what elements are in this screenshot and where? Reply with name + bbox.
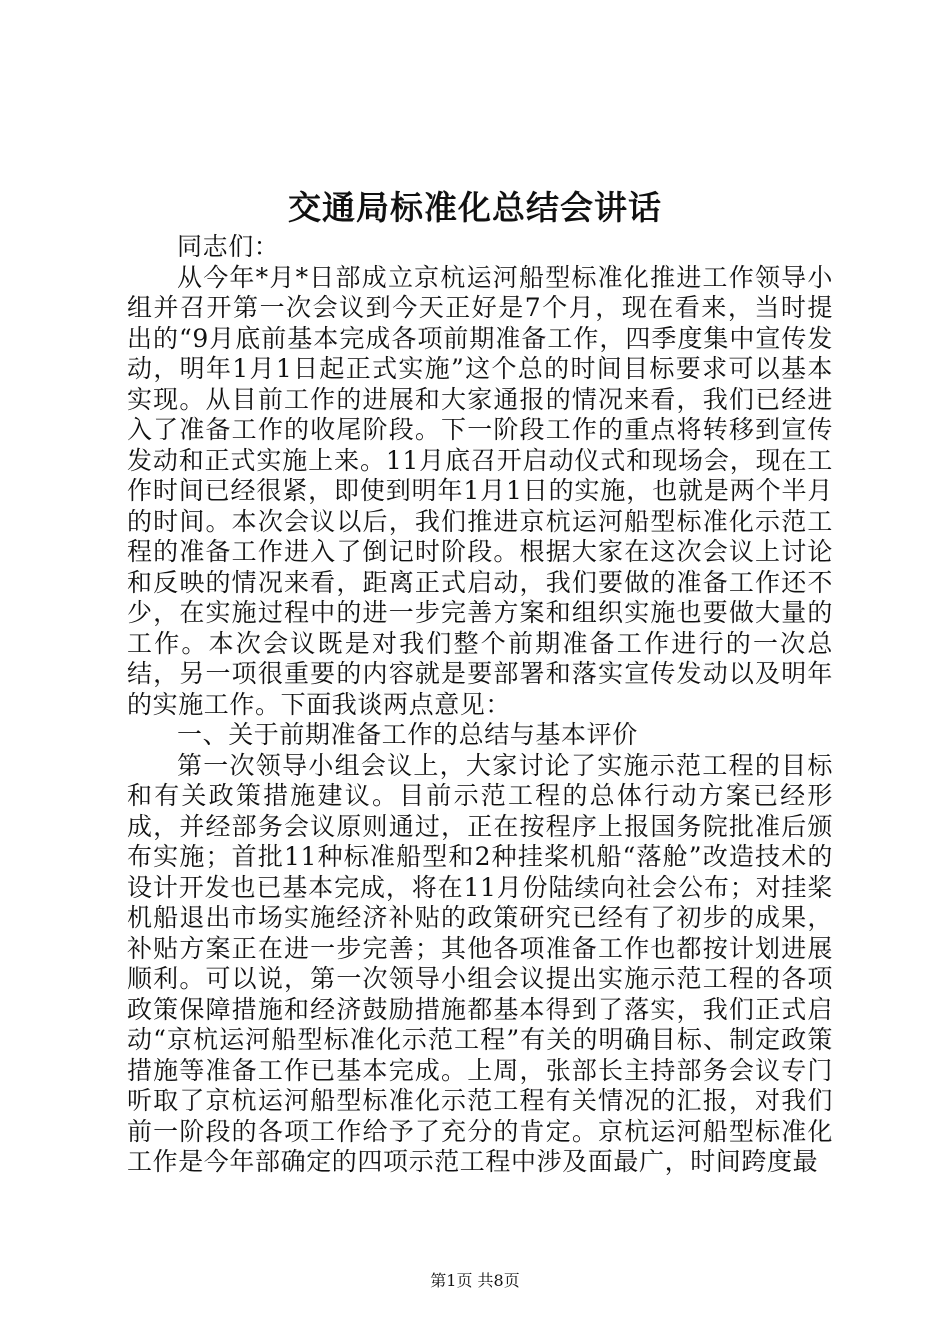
document-title: 交通局标准化总结会讲话 [288, 188, 662, 227]
section-heading: 一、关于前期准备工作的总结与基本评价 [177, 720, 638, 749]
body-paragraph: 第一次领导小组会议上，大家讨论了实施示范工程的目标和有关政策措施建议。目前示范工程的总体行动方案已经形成，并经部务会议原则通过，正在按程序上报国务院批准后颁布实施；首批11种标准船型和2种挂桨机船“落舱”改造技术的设计开发也已基本完成，将在11月份陆续向社会公布；对挂桨机船退出市场实施经济补贴的政策研究已经有了初步的成果，补贴方案正在进一步完善；其他各项准备工作也都按计划进展顺利。可以说，第一次领导小组会议提出实施示范工程的各项政策保障措施和经济鼓励措施都基本得到了落实，我们正式启动“京杭运河船型标准化示范工程”有关的明确目标、制定政策措施等准备工作已基本完成。上周，张部长主持部务会议专门听取了京杭运河船型标准化示范工程有关情况的汇报，对我们前一阶段的各项工作给予了充分的肯定。京杭运河船型标准化工作是今年部确定的四项示范工程中涉及面最广，时间跨度最 [127, 750, 833, 1176]
document-body [127, 232, 833, 1178]
body-paragraph: 从今年*月*日部成立京杭运河船型标准化推进工作领导小组并召开第一次会议到今天正好是7个月，现在看来，当时提出的“9月底前基本完成各项前期准备工作，四季度集中宣传发动，明年1月1日起正式实施”这个总的时间目标要求可以基本实现。从目前工作的进展和大家通报的情况来看，我们已经进入了准备工作的收尾阶段。下一阶段工作的重点将转移到宣传发动和正式实施上来。11月底召开启动仪式和现场会，现在工作时间已经很紧，即使到明年1月1日的实施，也就是两个半月的时间。本次会议以后，我们推进京杭运河船型标准化示范工程的准备工作进入了倒记时阶段。根据大家在这次会议上讨论和反映的情况来看，距离正式启动，我们要做的准备工作还不少，在实施过程中的进一步完善方案和组织实施也要做大量的工作。本次会议既是对我们整个前期准备工作进行的一次总结，另一项很重要的内容就是要部署和落实宣传发动以及明年的实施工作。下面我谈两点意见： [127, 262, 833, 719]
page-footer: 第1页 共8页 [430, 1271, 520, 1290]
salutation-paragraph: 同志们： [177, 232, 280, 261]
